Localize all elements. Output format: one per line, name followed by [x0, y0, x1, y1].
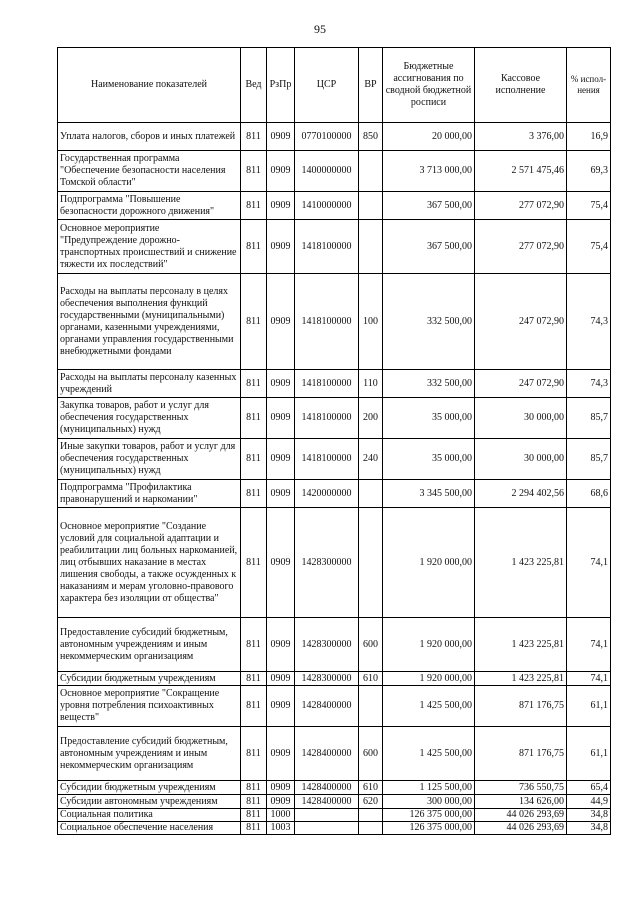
row-pct: 74,3	[567, 274, 611, 370]
table-row	[58, 672, 611, 686]
table-row	[58, 727, 611, 781]
row-cash: 3 376,00	[475, 123, 567, 151]
row-vr	[359, 822, 383, 835]
row-pct: 75,4	[567, 220, 611, 274]
row-rzpr: 0909	[267, 781, 295, 795]
row-pct: 74,1	[567, 672, 611, 686]
row-pct: 61,1	[567, 686, 611, 727]
table-row	[58, 439, 611, 480]
row-budget: 1 920 000,00	[383, 618, 475, 672]
row-pct: 68,6	[567, 480, 611, 508]
row-csr	[295, 809, 359, 822]
row-name: Основное мероприятие "Сокращение уровня потребления психоактивных веществ"	[58, 686, 241, 727]
row-cash: 30 000,00	[475, 439, 567, 480]
header-rzpr: РзПр	[267, 48, 295, 123]
row-ved: 811	[241, 508, 267, 618]
row-csr: 1428400000	[295, 781, 359, 795]
row-name: Расходы на выплаты персоналу в целях обеспечения выполнения функций государственными (муниципальными) органами, казенными учреждениями, органами управления государственными внебюджетными фондами	[58, 274, 241, 370]
row-vr	[359, 508, 383, 618]
row-cash: 1 423 225,81	[475, 508, 567, 618]
row-vr	[359, 809, 383, 822]
row-budget: 1 125 500,00	[383, 781, 475, 795]
row-pct: 61,1	[567, 727, 611, 781]
row-ved: 811	[241, 398, 267, 439]
row-vr: 620	[359, 795, 383, 809]
row-budget: 1 425 500,00	[383, 727, 475, 781]
row-cash: 30 000,00	[475, 398, 567, 439]
row-rzpr: 0909	[267, 618, 295, 672]
row-ved: 811	[241, 274, 267, 370]
row-ved: 811	[241, 809, 267, 822]
row-csr: 1418100000	[295, 274, 359, 370]
row-rzpr: 0909	[267, 220, 295, 274]
row-rzpr: 1000	[267, 809, 295, 822]
row-rzpr: 0909	[267, 274, 295, 370]
table-row	[58, 151, 611, 192]
row-csr: 1418100000	[295, 439, 359, 480]
row-ved: 811	[241, 370, 267, 398]
row-csr: 1428300000	[295, 672, 359, 686]
row-ved: 811	[241, 781, 267, 795]
row-cash: 1 423 225,81	[475, 618, 567, 672]
row-ved: 811	[241, 618, 267, 672]
page-number: 95	[314, 22, 326, 36]
row-csr: 1420000000	[295, 480, 359, 508]
table-row	[58, 398, 611, 439]
row-vr: 200	[359, 398, 383, 439]
row-vr: 600	[359, 727, 383, 781]
header-csr: ЦСР	[295, 48, 359, 123]
row-ved: 811	[241, 795, 267, 809]
row-csr	[295, 822, 359, 835]
row-budget: 300 000,00	[383, 795, 475, 809]
row-cash: 277 072,90	[475, 220, 567, 274]
table-row	[58, 274, 611, 370]
table-row	[58, 618, 611, 672]
row-rzpr: 0909	[267, 672, 295, 686]
row-rzpr: 0909	[267, 192, 295, 220]
row-vr: 610	[359, 672, 383, 686]
row-pct: 74,3	[567, 370, 611, 398]
row-name: Основное мероприятие "Создание условий для социальной адаптации и реабилитации лиц больных наркоманией, лиц отбывших наказание в местах лишения свободы, а также осужденных к наказаниям и мерам уголовно-правового характера без изоляции от общества"	[58, 508, 241, 618]
row-name: Уплата налогов, сборов и иных платежей	[58, 123, 241, 151]
table-header-row	[58, 48, 611, 123]
row-vr	[359, 220, 383, 274]
row-name: Подпрограмма "Профилактика правонарушений и наркомании"	[58, 480, 241, 508]
row-budget: 1 920 000,00	[383, 508, 475, 618]
row-csr: 1428300000	[295, 618, 359, 672]
row-pct: 74,1	[567, 508, 611, 618]
row-rzpr: 0909	[267, 727, 295, 781]
row-cash: 134 626,00	[475, 795, 567, 809]
row-budget: 332 500,00	[383, 274, 475, 370]
row-rzpr: 0909	[267, 686, 295, 727]
row-name: Социальное обеспечение населения	[58, 822, 241, 835]
row-pct: 85,7	[567, 398, 611, 439]
row-vr: 110	[359, 370, 383, 398]
row-budget: 367 500,00	[383, 192, 475, 220]
row-cash: 871 176,75	[475, 727, 567, 781]
row-name: Социальная политика	[58, 809, 241, 822]
row-budget: 3 345 500,00	[383, 480, 475, 508]
header-vr: ВР	[359, 48, 383, 123]
row-pct: 69,3	[567, 151, 611, 192]
row-name: Подпрограмма "Повышение безопасности дорожного движения"	[58, 192, 241, 220]
row-budget: 20 000,00	[383, 123, 475, 151]
row-vr: 100	[359, 274, 383, 370]
row-cash: 44 026 293,69	[475, 822, 567, 835]
row-name: Субсидии бюджетным учреждениям	[58, 781, 241, 795]
row-csr: 0770100000	[295, 123, 359, 151]
table-row	[58, 508, 611, 618]
row-name: Основное мероприятие "Предупреждение дорожно-транспортных происшествий и снижение тяжести их последствий"	[58, 220, 241, 274]
table-row	[58, 686, 611, 727]
header-name: Наименование показателей	[58, 48, 241, 123]
header-budget: Бюджетные ассигнования по сводной бюджетной росписи	[383, 48, 475, 123]
row-csr: 1428400000	[295, 686, 359, 727]
row-rzpr: 0909	[267, 795, 295, 809]
row-ved: 811	[241, 220, 267, 274]
row-budget: 3 713 000,00	[383, 151, 475, 192]
header-ved: Вед	[241, 48, 267, 123]
row-csr: 1418100000	[295, 370, 359, 398]
row-cash: 2 294 402,56	[475, 480, 567, 508]
row-name: Субсидии автономным учреждениям	[58, 795, 241, 809]
row-rzpr: 0909	[267, 439, 295, 480]
row-vr	[359, 151, 383, 192]
row-budget: 1 425 500,00	[383, 686, 475, 727]
row-budget: 332 500,00	[383, 370, 475, 398]
row-pct: 16,9	[567, 123, 611, 151]
row-name: Государственная программа "Обеспечение безопасности населения Томской области"	[58, 151, 241, 192]
row-rzpr: 0909	[267, 398, 295, 439]
row-ved: 811	[241, 192, 267, 220]
row-ved: 811	[241, 672, 267, 686]
row-ved: 811	[241, 480, 267, 508]
row-ved: 811	[241, 822, 267, 835]
table-row	[58, 192, 611, 220]
row-budget: 35 000,00	[383, 398, 475, 439]
table-row	[58, 809, 611, 822]
header-pct: % испол-нения	[567, 48, 611, 123]
row-csr: 1410000000	[295, 192, 359, 220]
row-ved: 811	[241, 686, 267, 727]
table-row	[58, 781, 611, 795]
row-vr: 610	[359, 781, 383, 795]
row-cash: 247 072,90	[475, 370, 567, 398]
row-cash: 2 571 475,46	[475, 151, 567, 192]
budget-execution-table	[57, 47, 611, 835]
row-pct: 34,8	[567, 822, 611, 835]
row-rzpr: 0909	[267, 480, 295, 508]
row-ved: 811	[241, 439, 267, 480]
row-name: Субсидии бюджетным учреждениям	[58, 672, 241, 686]
table-row	[58, 220, 611, 274]
row-rzpr: 0909	[267, 370, 295, 398]
row-cash: 247 072,90	[475, 274, 567, 370]
row-vr	[359, 192, 383, 220]
row-rzpr: 0909	[267, 508, 295, 618]
row-csr: 1428300000	[295, 508, 359, 618]
table-row	[58, 370, 611, 398]
table-row	[58, 123, 611, 151]
row-name: Иные закупки товаров, работ и услуг для обеспечения государственных (муниципальных) нужд	[58, 439, 241, 480]
row-cash: 277 072,90	[475, 192, 567, 220]
row-cash: 871 176,75	[475, 686, 567, 727]
row-budget: 1 920 000,00	[383, 672, 475, 686]
row-cash: 44 026 293,69	[475, 809, 567, 822]
row-budget: 367 500,00	[383, 220, 475, 274]
row-csr: 1418100000	[295, 398, 359, 439]
row-pct: 74,1	[567, 618, 611, 672]
row-pct: 34,8	[567, 809, 611, 822]
row-name: Закупка товаров, работ и услуг для обеспечения государственных (муниципальных) нужд	[58, 398, 241, 439]
table-row	[58, 822, 611, 835]
row-budget: 126 375 000,00	[383, 809, 475, 822]
row-pct: 85,7	[567, 439, 611, 480]
row-name: Предоставление субсидий бюджетным, автономным учреждениям и иным некоммерческим организациям	[58, 727, 241, 781]
row-ved: 811	[241, 727, 267, 781]
row-vr: 600	[359, 618, 383, 672]
row-vr	[359, 686, 383, 727]
row-rzpr: 1003	[267, 822, 295, 835]
row-cash: 1 423 225,81	[475, 672, 567, 686]
row-name: Расходы на выплаты персоналу казенных учреждений	[58, 370, 241, 398]
row-csr: 1428400000	[295, 795, 359, 809]
row-rzpr: 0909	[267, 123, 295, 151]
row-pct: 65,4	[567, 781, 611, 795]
row-vr	[359, 480, 383, 508]
row-rzpr: 0909	[267, 151, 295, 192]
table-row	[58, 795, 611, 809]
row-csr: 1418100000	[295, 220, 359, 274]
table-row	[58, 480, 611, 508]
row-csr: 1400000000	[295, 151, 359, 192]
row-cash: 736 550,75	[475, 781, 567, 795]
row-budget: 35 000,00	[383, 439, 475, 480]
row-ved: 811	[241, 123, 267, 151]
row-budget: 126 375 000,00	[383, 822, 475, 835]
row-ved: 811	[241, 151, 267, 192]
row-csr: 1428400000	[295, 727, 359, 781]
header-cash: Кассовое исполнение	[475, 48, 567, 123]
row-name: Предоставление субсидий бюджетным, автономным учреждениям и иным некоммерческим организациям	[58, 618, 241, 672]
row-pct: 75,4	[567, 192, 611, 220]
row-pct: 44,9	[567, 795, 611, 809]
row-vr: 850	[359, 123, 383, 151]
row-vr: 240	[359, 439, 383, 480]
